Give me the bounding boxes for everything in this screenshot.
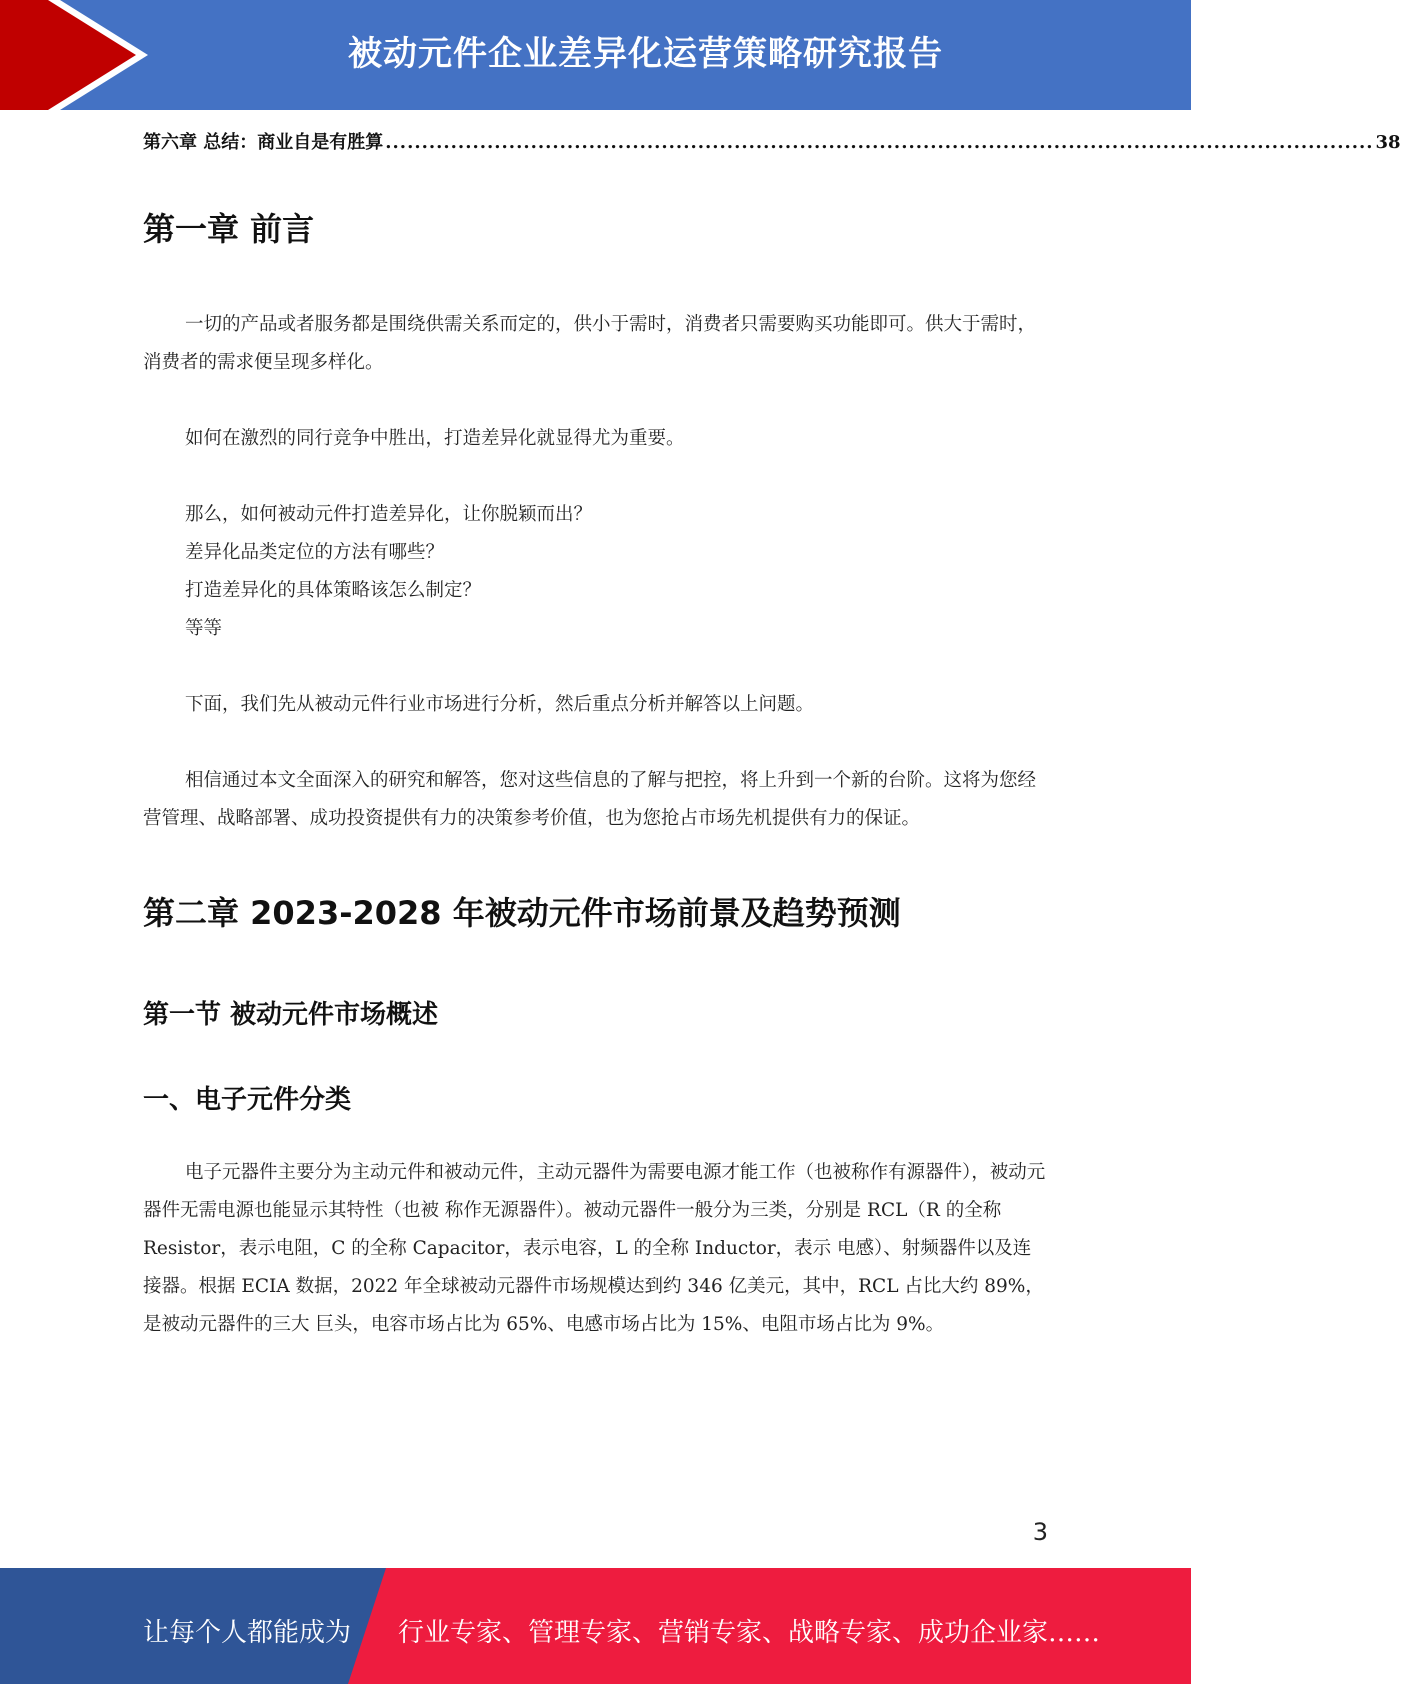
page-header — [0, 0, 1191, 110]
question-item: 打造差异化的具体策略该怎么制定？ — [185, 580, 482, 601]
paragraph: 相信通过本文全面深入的研究和解答，您对这些信息的了解与把控，将上升到一个新的台阶。这将为您经营管理、战略部署、成功投资提供有力的决策参考价值，也为您抢占市场先机提供有力的保证。 — [143, 770, 1037, 829]
document-body — [143, 128, 1401, 1344]
question-item: 差异化品类定位的方法有哪些？ — [185, 542, 445, 563]
paragraph: 电子元器件主要分为主动元件和被动元件，主动元器件为需要电源才能工作（也被称作有源器件），被动元器件无需电源也能显示其特性（也被 称作无源器件）。被动元器件一般分为三类，分别是 RCL（R 的全称 Resistor，表示电阻，C 的全称 Capacitor，表示电容，L 的全称 Inductor，表示 电感）、射频器件以及连接器。根据 ECIA 数据，2022 年全球被动元器件市场规模达到约 346 亿美元，其中，RCL 占比大约 89%，是被动元器件的三大 巨头，电容市场占比为 65%、电感市场占比为 15%、电阻市场占比为 9%。 — [143, 1162, 1046, 1335]
page-number: 3 — [1032, 1518, 1048, 1546]
question-list — [143, 496, 1048, 648]
toc-entry-title: 第六章 总结：商业自是有胜算 — [143, 132, 384, 153]
chapter-1-heading: 第一章 前言 — [143, 210, 315, 248]
footer-slogan-left: 让每个人都能成为 — [143, 1618, 352, 1648]
report-title: 被动元件企业差异化运营策略研究报告 — [348, 34, 943, 74]
paragraph: 下面，我们先从被动元件行业市场进行分析，然后重点分析并解答以上问题。 — [185, 694, 815, 715]
question-item: 等等 — [185, 618, 223, 639]
paragraph: 一切的产品或者服务都是围绕供需关系而定的，供小于需时，消费者只需要购买功能即可。供大于需时，消费者的需求便呈现多样化。 — [143, 314, 1037, 373]
footer-slogan-right: 行业专家、管理专家、营销专家、战略专家、成功企业家…… — [398, 1618, 1101, 1648]
question-item: 那么，如何被动元件打造差异化，让你脱颖而出？ — [185, 504, 593, 525]
section-heading: 第一节 被动元件市场概述 — [143, 1000, 439, 1030]
page-footer — [0, 1568, 1191, 1684]
subsection-heading: 一、电子元件分类 — [143, 1085, 352, 1115]
toc-entry-page: 38 — [1375, 132, 1401, 153]
red-chevron-icon — [0, 0, 160, 110]
chapter-2-heading: 第二章 2023-2028 年被动元件市场前景及趋势预测 — [143, 894, 901, 932]
toc-leader-dots: ........................................................................................................................................ — [385, 132, 1374, 153]
toc-entry[interactable] — [143, 128, 1401, 154]
paragraph: 如何在激烈的同行竞争中胜出，打造差异化就显得尤为重要。 — [185, 428, 685, 449]
